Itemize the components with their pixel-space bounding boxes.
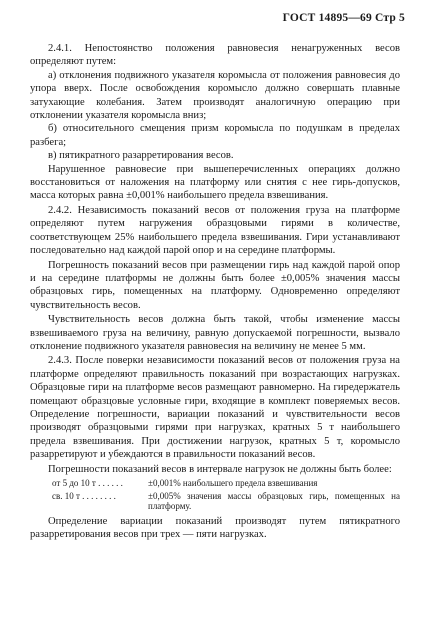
tolerance-value: ±0,005% значения массы образцовых гирь, помещенных на платформу. (148, 490, 400, 511)
list-item-v: в) пятикратного разарретирования весов. (48, 150, 234, 162)
tolerance-row (30, 491, 400, 512)
tolerance-row (30, 478, 400, 489)
paragraph-variation: Определение вариации показаний производят путем пятикратного разарретирования весов при трех — пяти нагрузках. (30, 515, 400, 540)
paragraph-error-limits: Погрешности показаний весов в интервале нагрузок не должны быть более: (48, 463, 392, 475)
paragraph-equilibrium: Нарушенное равновесие при вышеперечисленных операциях должно восстановиться от наложения на платформу или снятия с нее гирь-допусков, масса которых равна ±0,001% наибольшего предела взвешивания. (30, 163, 400, 202)
tolerance-list (30, 478, 400, 512)
paragraph-error-supports: Погрешность показаний весов при размещении гирь над каждой парой опор и на середине платформы не должны быть более ±0,005% значения массы образцовых гирь, помещенных на платформу. Одновременно определяют чувствительность весов. (30, 259, 400, 311)
paragraph-2-4-1-intro: 2.4.1. Непостоянство положения равновесия ненагруженных весов определяют путем: (30, 43, 400, 68)
tolerance-range: от 5 до 10 т . . . . . . (52, 478, 123, 488)
list-item-a: а) отклонения подвижного указателя коромысла от положения равновесия до упора вверх. После освобождения коромысло должно совершать плавные затухающие колебания. Затем производят аналогичную операцию при отклонении указателя коромысла вниз; (30, 69, 400, 122)
tolerance-value: ±0,001% наибольшего предела взвешивания (148, 478, 318, 488)
page-header: ГОСТ 14895—69 Стр 5 (282, 12, 405, 24)
list-item-b: б) относительного смещения призм коромысла по подушкам в пределах разбега; (30, 123, 400, 148)
paragraph-2-4-2: 2.4.2. Независимость показаний весов от положения груза на платформе определяют путем нагружения образцовыми гирями в количестве, соответствующем 25% наибольшего предела взвешивания. Гири устанавливают последовательно над каждой парой опор и на середине платформы. (30, 204, 400, 257)
paragraph-2-4-3: 2.4.3. После поверки независимости показаний весов от положения груза на платформе определяют правильность показаний при возрастающих нагрузках. Образцовые гири на платформе весов размещают равномерно. На гиредержатель помещают образцовые условные гири, входящие в комплект поверяемых весов. Определение погрешности, вариации показаний и чувствительности весов производят образцовыми гирями при нагрузках, кратных 5 т наибольшего предела взвешивания. При достижении нагрузок, кратных 5 т, коромысло разарретируют и убеждаются в правильности показаний весов. (30, 355, 400, 461)
paragraph-sensitivity: Чувствительность весов должна быть такой, чтобы изменение массы взвешиваемого груза на величину, равную допускаемой погрешности, вызвало отклонение подвижного указателя равновесия на величину не менее 5 мм. (30, 314, 400, 352)
document-body (30, 42, 400, 541)
tolerance-range: св. 10 т . . . . . . . . (52, 490, 116, 501)
